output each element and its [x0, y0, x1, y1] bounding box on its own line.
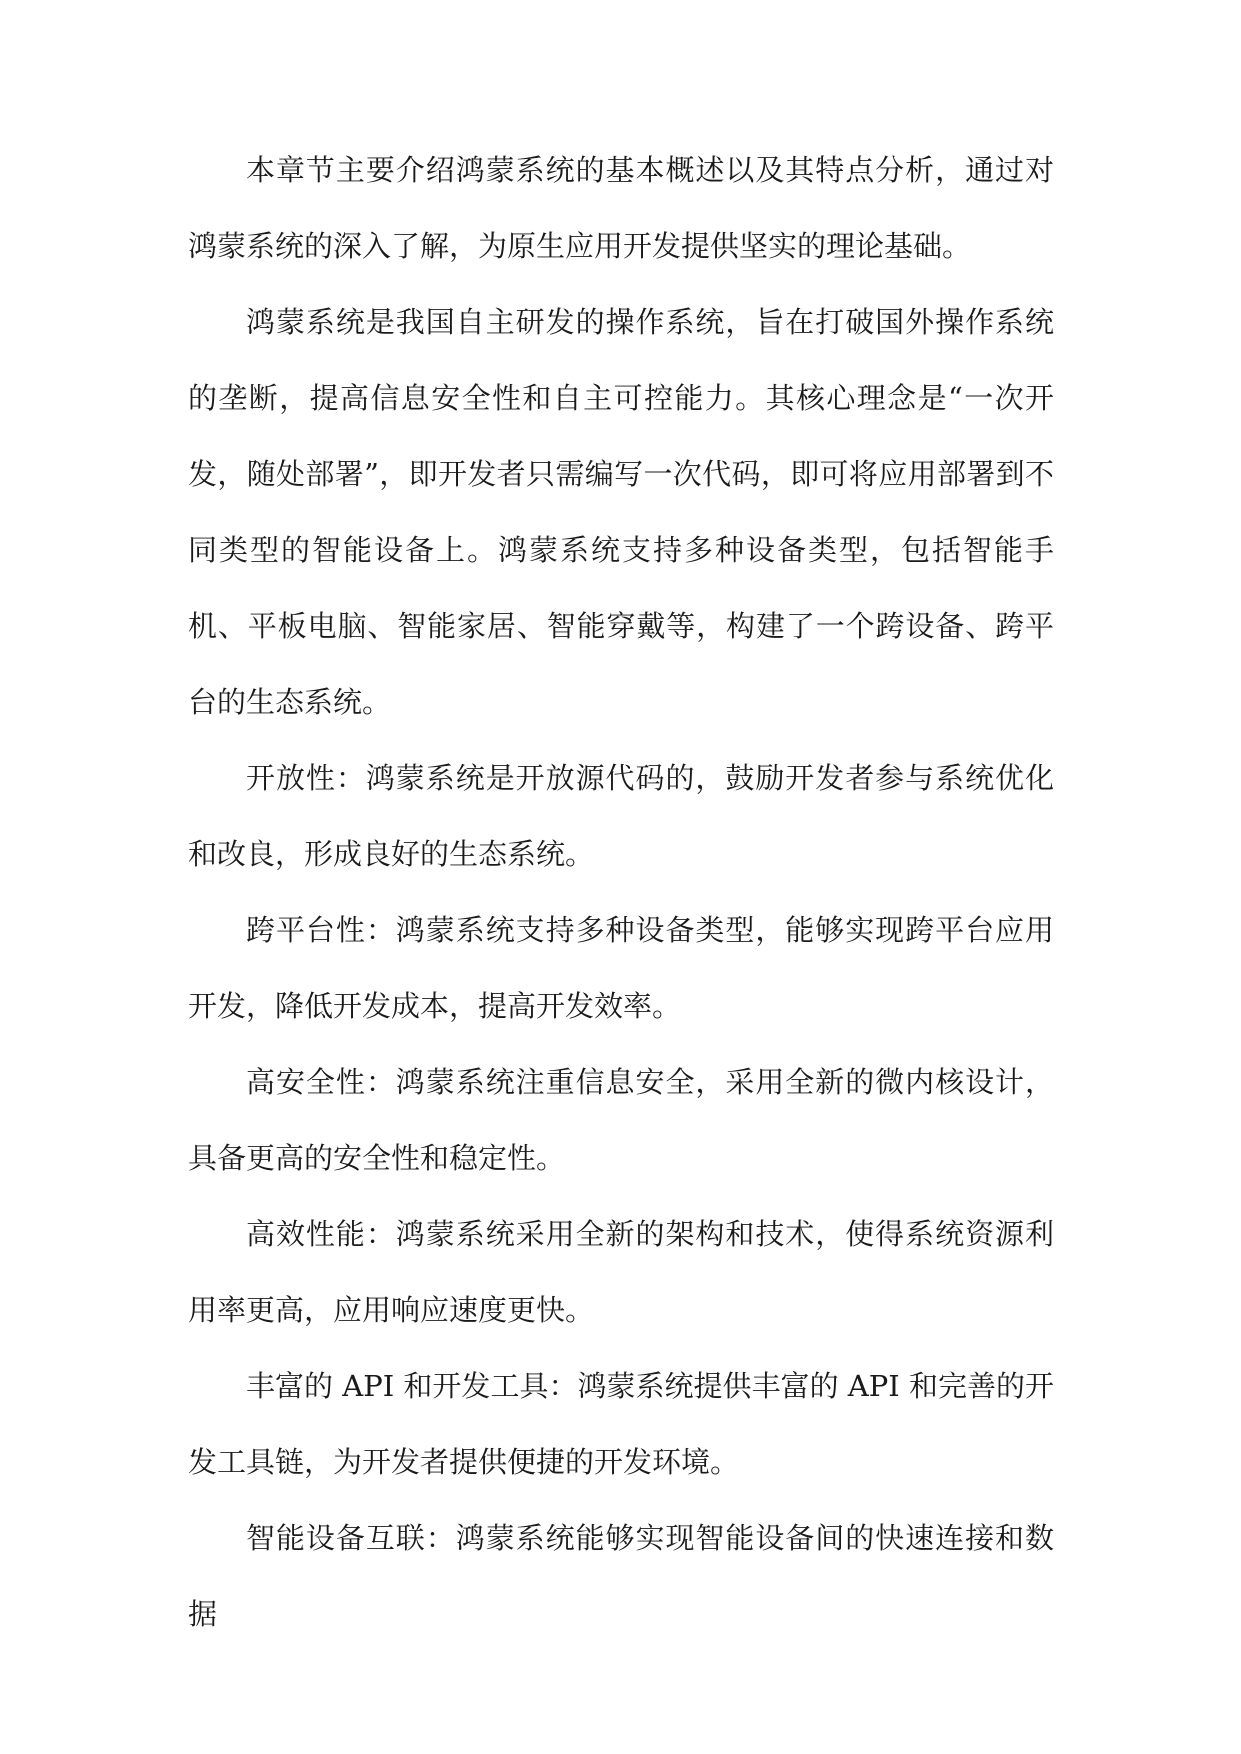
paragraph-openness: 开放性：鸿蒙系统是开放源代码的，鼓励开发者参与系统优化和改良，形成良好的生态系统。: [188, 761, 1054, 871]
paragraph-performance: 高效性能：鸿蒙系统采用全新的架构和技术，使得系统资源利用率更高，应用响应速度更快。: [188, 1217, 1054, 1327]
paragraph-cross-platform: 跨平台性：鸿蒙系统支持多种设备类型，能够实现跨平台应用开发，降低开发成本，提高开发效率。: [188, 913, 1054, 1023]
paragraph-overview: 鸿蒙系统是我国自主研发的操作系统，旨在打破国外操作系统的垄断，提高信息安全性和自主可控能力。其核心理念是“一次开发，随处部署”，即开发者只需编写一次代码，即可将应用部署到不同类型的智能设备上。鸿蒙系统支持多种设备类型，包括智能手机、平板电脑、智能家居、智能穿戴等，构建了一个跨设备、跨平台的生态系统。: [188, 305, 1054, 719]
paragraph-intro: 本章节主要介绍鸿蒙系统的基本概述以及其特点分析，通过对鸿蒙系统的深入了解，为原生应用开发提供坚实的理论基础。: [188, 153, 1054, 263]
document-body: [188, 132, 1054, 1652]
paragraph-api-tools: 丰富的 API 和开发工具：鸿蒙系统提供丰富的 API 和完善的开发工具链，为开发者提供便捷的开发环境。: [188, 1369, 1054, 1479]
paragraph-security: 高安全性：鸿蒙系统注重信息安全，采用全新的微内核设计，具备更高的安全性和稳定性。: [188, 1065, 1054, 1175]
paragraph-device-interconnect: 智能设备互联：鸿蒙系统能够实现智能设备间的快速连接和数据: [188, 1521, 1054, 1631]
